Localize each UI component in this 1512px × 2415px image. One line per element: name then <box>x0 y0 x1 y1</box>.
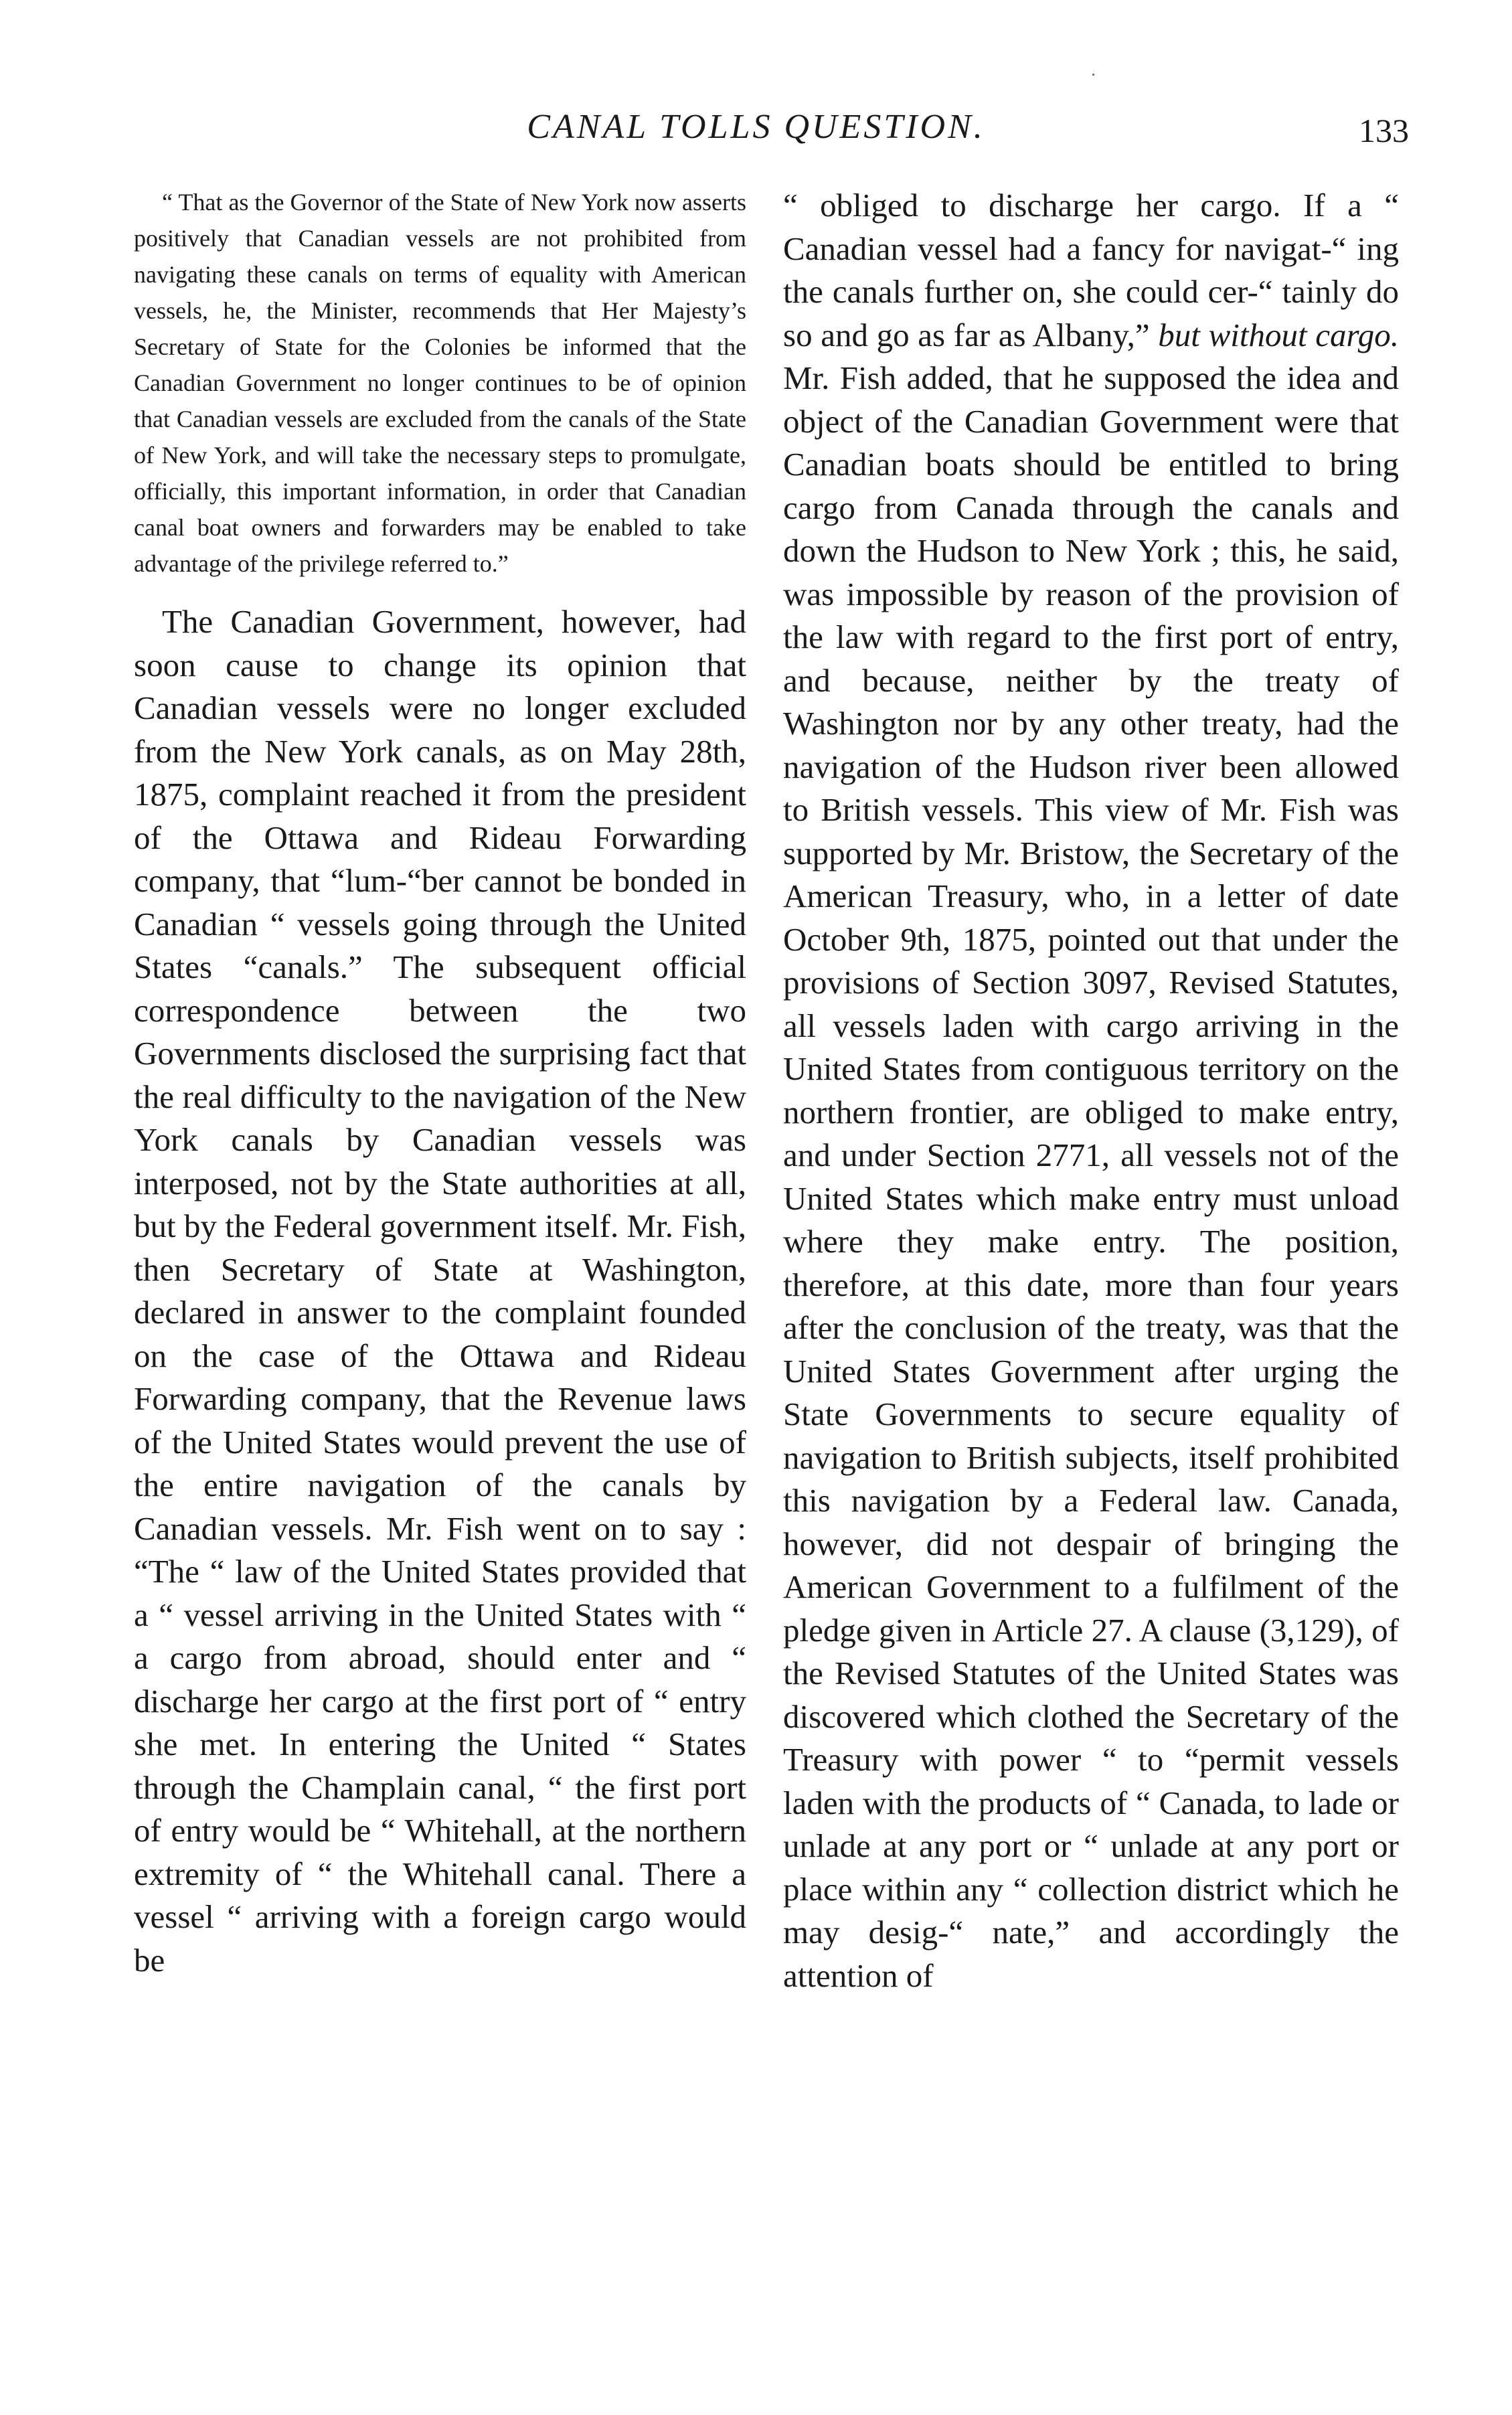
right-column <box>783 184 1399 1997</box>
continued-paragraph <box>783 184 1399 1997</box>
left-column <box>134 184 746 1982</box>
running-title: CANAL TOLLS QUESTION. <box>527 108 985 146</box>
page-number: 133 <box>1359 112 1409 149</box>
italic-emphasis: but without cargo. <box>1158 316 1399 353</box>
page-header <box>0 107 1512 161</box>
paragraph-text-rest: Mr. Fish added, that he supposed the idea and object of the Canadian Government were that Canadian boats should be entitled to bring cargo from Canada through the canals and down the Hudson to New York ; this, he said, was impossible by reason of the provision of the law with regard to the first port of entry, and because, neither by the treaty of Washington nor by any other treaty, had the navigation of the Hudson river been allowed to British vessels. This view of Mr. Fish was supported by Mr. Bristow, the Secretary of the American Treasury, who, in a letter of date October 9th, 1875, pointed out that under the provisions of Section 3097, Revised Statutes, all vessels laden with cargo arriving in the United States from contiguous territory on the northern frontier, are obliged to make entry, and under Section 2771, all vessels not of the United States which make entry must unload where they make entry. The position, therefore, at this date, more than four years after the conclusion of the treaty, was that the United States Government after urging the State Governments to secure equality of navigation to British subjects, itself prohibited this navigation by a Federal law. Canada, however, did not despair of bringing the American Government to a fulfilment of the pledge given in Article 27. A clause (3,129), of the Revised Statutes of the United States was discovered which clothed the Secretary of the Treasury with power “ to “permit vessels laden with the products of “ Canada, to lade or unlade at any port or “ unlade at any port or place within any “ collection district which he may desig-“ nate,” and accordingly the attention of <box>783 359 1399 1994</box>
block-quote: “ That as the Governor of the State of New York now asserts positively that Canadian vessels are not prohibited from navigating these canals on terms of equality with American vessels, he, the Minister, recommends that Her Majesty’s Secretary of State for the Colonies be informed that the Canadian Government no longer continues to be of opinion that Canadian vessels are excluded from the canals of the State of New York, and will take the necessary steps to promulgate, officially, this important information, in order that Canadian canal boat owners and forwarders may be enabled to take advantage of the privilege referred to.” <box>134 189 746 577</box>
paragraph-text-start: “ obliged to discharge her cargo. If a “ Canadian vessel had a fancy for navigat-“ ing the canals further on, she could cer-“ tainly do so and go as far as Albany,” <box>783 187 1399 353</box>
stray-ink-mark <box>1092 74 1094 76</box>
body-paragraph: The Canadian Government, however, had soon cause to change its opinion that Canadian vessels were no longer excluded from the New York canals, as on May 28th, 1875, complaint reached it from the president of the Ottawa and Rideau Forwarding company, that “lum-“ber cannot be bonded in Canadian “ vessels going through the United States “canals.” The subsequent official correspondence between the two Governments disclosed the surprising fact that the real difficulty to the navigation of the New York canals by Canadian vessels was interposed, not by the State authorities at all, but by the Federal government itself. Mr. Fish, then Secretary of State at Washington, declared in answer to the complaint founded on the case of the Ottawa and Rideau Forwarding company, that the Revenue laws of the United States would prevent the use of the entire navigation of the canals by Canadian vessels. Mr. Fish went on to say : “The “ law of the United States provided that a “ vessel arriving in the United States with “ a cargo from abroad, should enter and “ discharge her cargo at the first port of “ entry she met. In entering the United “ States through the Champlain canal, “ the first port of entry would be “ Whitehall, at the northern extremity of “ the Whitehall canal. There a vessel “ arriving with a foreign cargo would be <box>134 603 746 1979</box>
